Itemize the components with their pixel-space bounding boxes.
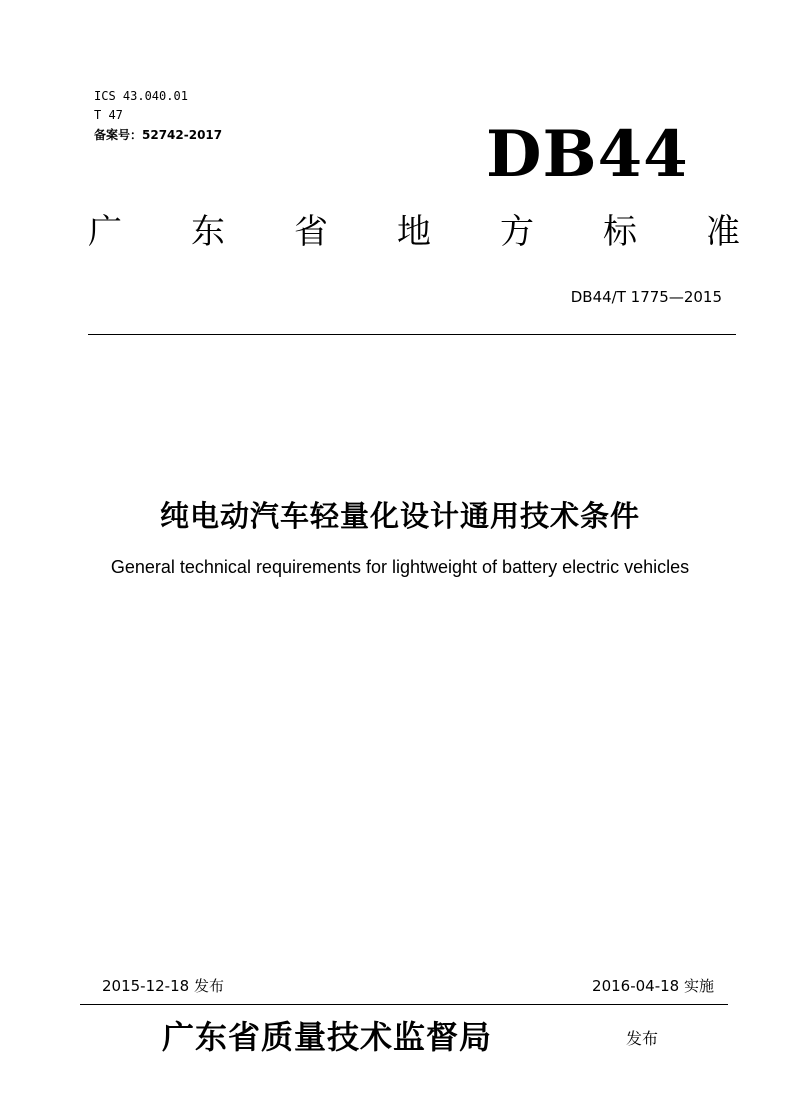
issue-date: 2015-12-18 发布 — [102, 977, 224, 995]
standard-type-char: 标 — [603, 212, 637, 252]
standard-type-char: 方 — [500, 212, 534, 252]
standard-type-char: 准 — [706, 212, 740, 252]
document-title-chinese: 纯电动汽车轻量化设计通用技术条件 — [159, 499, 640, 533]
standard-type-char: 东 — [191, 212, 225, 252]
top-divider — [88, 334, 736, 335]
standard-type-heading — [88, 210, 740, 254]
bottom-divider — [80, 1004, 728, 1005]
classification-code: T 47 — [94, 108, 123, 122]
record-number: 备案号：52742-2017 — [94, 128, 223, 142]
issuing-authority: 广东省质量技术监督局 — [162, 1018, 493, 1056]
standard-type-char: 地 — [397, 212, 431, 252]
issued-label: 发布 — [626, 1029, 659, 1048]
standard-number: DB44/T 1775—2015 — [570, 288, 722, 306]
standard-logo: DB44 — [486, 117, 689, 192]
implementation-date: 2016-04-18 实施 — [592, 977, 714, 995]
document-title-english: General technical requirements for lightweight of battery electric vehicles — [110, 557, 690, 577]
standard-type-char: 省 — [294, 212, 328, 252]
ics-code: ICS 43.040.01 — [94, 89, 188, 103]
standard-type-char: 广 — [88, 212, 122, 252]
